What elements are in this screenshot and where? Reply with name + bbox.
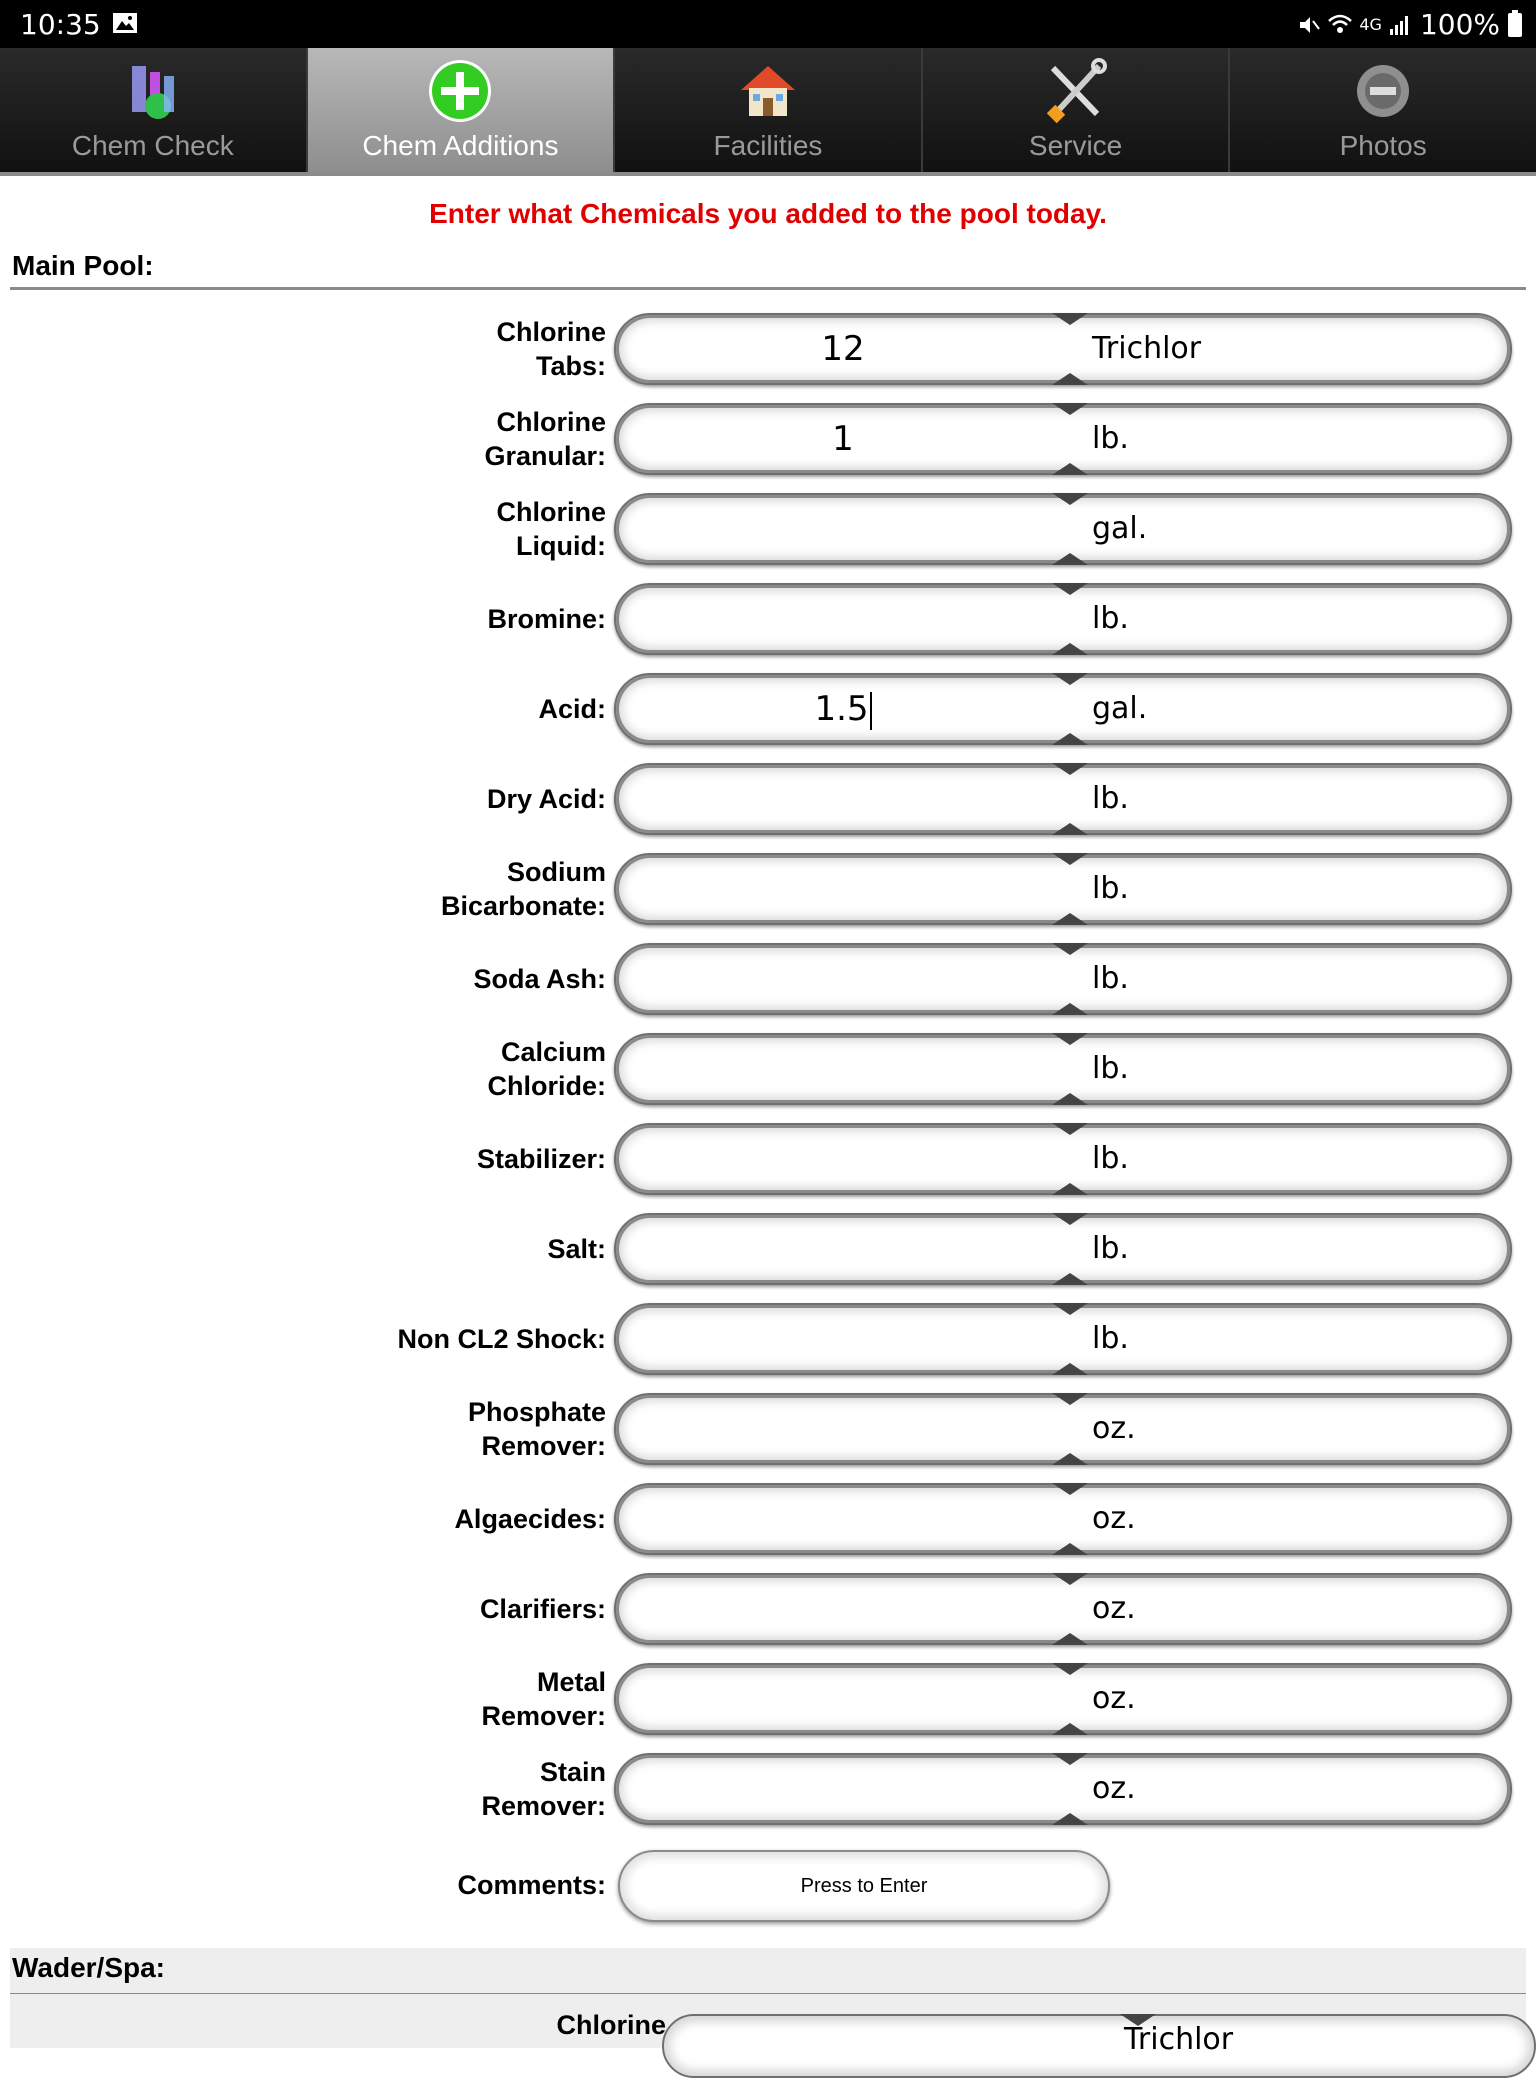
chemical-label-line2: Tabs: [535,351,606,381]
chemical-label-line1: Stabilizer: [476,1144,606,1174]
tab-bar [0,48,1536,176]
chemical-label-line1: Acid: [538,694,606,724]
tab-label: Chem Additions [362,130,559,161]
chemical-label-line1: Chlorine [496,497,606,527]
section-title: Wader/Spa: [12,1952,165,1983]
image-notification-icon [112,12,138,34]
chemical-row [0,1474,1536,1564]
quantity-input[interactable] [616,1305,1070,1373]
chemical-label [106,304,606,394]
chemical-label [106,1384,606,1474]
chemical-label-line1: Stain [539,1757,606,1787]
quantity-stepper[interactable] [614,1393,1512,1465]
chemical-row [0,1744,1536,1834]
chemical-label [106,574,606,664]
wader-spa-header [10,1948,1526,1996]
quantity-stepper[interactable] [614,673,1512,745]
chemical-label-line2: Remover: [481,1791,606,1821]
unit-label: lb. [1092,1231,1129,1266]
tab-chem-additions[interactable] [308,48,616,172]
quantity-stepper[interactable] [614,853,1512,925]
chemical-row [0,1384,1536,1474]
quantity-stepper[interactable] [614,763,1512,835]
tab-label: Photos [1339,130,1427,161]
quantity-input[interactable] [616,1575,1070,1643]
chemical-row [0,304,1536,394]
quantity-stepper[interactable] [614,493,1512,565]
unit-label: lb. [1092,781,1129,816]
chemical-label-line1: Chlorine [496,407,606,437]
chemical-label [106,1474,606,1564]
tab-facilities[interactable] [615,48,923,172]
chemical-row [0,844,1536,934]
chemical-row [0,1024,1536,1114]
quantity-input[interactable] [616,1035,1070,1103]
quantity-input[interactable] [616,315,1070,383]
quantity-value: 1 [832,419,854,459]
plus-circle-icon [427,58,493,124]
chemical-label-line1: Calcium [500,1037,606,1067]
chemical-label [106,754,606,844]
unit-label: lb. [1092,1321,1129,1356]
chemical-label-line2: Liquid: [516,531,606,561]
unit-label: Trichlor [1124,2022,1234,2057]
quantity-stepper[interactable] [614,1033,1512,1105]
chemical-label [106,1114,606,1204]
house-icon [735,58,801,124]
chemical-label-line2: Chloride: [487,1071,606,1101]
unit-label: gal. [1092,511,1148,546]
chemical-label-line1: Sodium [507,857,606,887]
chemical-label [106,1654,606,1744]
network-type: 4G [1359,15,1382,34]
unit-label: oz. [1092,1411,1136,1446]
chemical-row [0,1114,1536,1204]
chemical-label-line1: Dry Acid: [486,784,606,814]
quantity-input[interactable] [616,1395,1070,1463]
chemical-row [0,484,1536,574]
quantity-stepper[interactable] [614,1123,1512,1195]
quantity-input[interactable] [616,1485,1070,1553]
chemical-label-line1: Chlorine [496,317,606,347]
wifi-icon [1327,13,1353,37]
quantity-input[interactable] [616,945,1070,1013]
chemical-label-line2: Granular: [484,441,606,471]
quantity-value: 1.5 [814,689,869,729]
quantity-input[interactable] [616,1755,1070,1823]
unit-label: oz. [1092,1501,1136,1536]
unit-label: Trichlor [1092,331,1202,366]
comments-label: Comments: [457,1870,606,1900]
chemical-label-line1: Metal [536,1667,606,1697]
text-cursor [870,692,872,730]
chemical-label [106,844,606,934]
tools-icon [1043,58,1109,124]
quantity-stepper[interactable] [614,1663,1512,1735]
chemical-label-line1: Algaecides: [454,1504,606,1534]
quantity-input[interactable] [616,495,1070,563]
unit-label: lb. [1092,1051,1129,1086]
chemical-label [106,1744,606,1834]
chemical-label [106,934,606,1024]
unit-label: oz. [1092,1771,1136,1806]
chemical-label-line2: Remover: [481,1431,606,1461]
battery-percent: 100% [1419,8,1500,41]
quantity-stepper[interactable] [614,583,1512,655]
chemical-label-line2: Bicarbonate: [440,891,606,921]
quantity-stepper[interactable] [614,1753,1512,1825]
chemical-label [106,484,606,574]
unit-label: lb. [1092,1141,1129,1176]
chemical-row [0,1654,1536,1744]
quantity-input[interactable] [616,405,1070,473]
quantity-stepper[interactable] [614,403,1512,475]
comments-row [0,1840,1536,1930]
quantity-input[interactable] [616,585,1070,653]
chemical-row [0,754,1536,844]
quantity-stepper[interactable] [614,1483,1512,1555]
tab-photos[interactable] [1230,48,1536,172]
mute-icon [1297,13,1321,37]
unit-label: lb. [1092,421,1129,456]
unit-label: lb. [1092,961,1129,996]
clock: 10:35 [20,8,101,41]
chemical-row [0,934,1536,1024]
quantity-stepper[interactable] [614,1213,1512,1285]
tab-label: Service [1028,130,1123,161]
chemical-label [106,1564,606,1654]
comments-button[interactable]: Press to Enter [618,1850,1110,1922]
chemical-label-line2: Remover: [481,1701,606,1731]
chemical-label [106,1024,606,1114]
chemical-row [0,664,1536,754]
chemical-label-line1: Salt: [547,1234,606,1264]
camera-lens-icon [1350,58,1416,124]
unit-label: oz. [1092,1591,1136,1626]
chemical-label [106,394,606,484]
chemical-label [106,1204,606,1294]
tab-label: Chem Check [71,130,234,161]
quantity-stepper[interactable] [614,1573,1512,1645]
unit-label: gal. [1092,691,1148,726]
chemical-row [0,1564,1536,1654]
spa-row-label: Chlorine [556,2010,666,2040]
flask-icon [120,58,186,124]
quantity-stepper[interactable] [614,1303,1512,1375]
chemical-row [0,1294,1536,1384]
battery-icon [1508,13,1522,37]
spa-first-field[interactable] [662,2014,1536,2078]
chemical-label [106,1294,606,1384]
chemical-label-line1: Phosphate [467,1397,606,1427]
quantity-input[interactable] [616,675,1070,743]
quantity-input[interactable] [616,1215,1070,1283]
chemical-label-line1: Bromine: [487,604,606,634]
quantity-stepper[interactable] [614,313,1512,385]
tab-service[interactable] [923,48,1231,172]
wader-spa-area [10,1994,1526,2057]
unit-label: oz. [1092,1681,1136,1716]
status-bar [0,0,1536,48]
chemical-label-line1: Clarifiers: [479,1594,606,1624]
chemical-label-line1: Soda Ash: [473,964,606,994]
section-title: Main Pool: [12,250,154,281]
chemical-row [0,574,1536,664]
unit-label: lb. [1092,871,1129,906]
chemical-row [0,394,1536,484]
quantity-stepper[interactable] [614,943,1512,1015]
tab-chem-check[interactable] [0,48,308,172]
quantity-input[interactable] [616,765,1070,833]
chemical-label [106,664,606,754]
unit-label: lb. [1092,601,1129,636]
signal-icon [1388,13,1412,37]
quantity-value: 12 [821,329,865,369]
chemical-row [0,1204,1536,1294]
quantity-input[interactable] [616,1665,1070,1733]
chemical-label-line1: Non CL2 Shock: [397,1324,606,1354]
quantity-input[interactable] [616,855,1070,923]
tab-label: Facilities [713,130,823,161]
quantity-input[interactable] [616,1125,1070,1193]
instruction-text: Enter what Chemicals you added to the pool today. [429,198,1107,229]
main-pool-header [10,246,1526,290]
